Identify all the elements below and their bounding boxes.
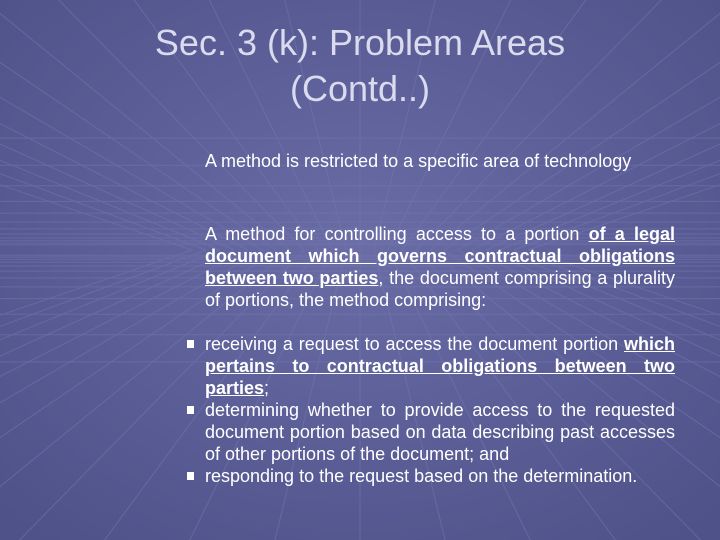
method-underlined-text: of a legal document which governs contractual obligations between two parties xyxy=(205,224,675,288)
title-line-1: Sec. 3 (k): Problem Areas xyxy=(154,22,566,63)
method-text-2: , the document comprising a plurality of portions, the method comprising: xyxy=(205,268,675,310)
step-3-text: responding to the request based on the determination. xyxy=(205,466,638,486)
step-1-underlined-text: which pertains to contractual obligations between two parties xyxy=(205,334,675,398)
paragraph-method xyxy=(205,223,675,311)
list-item xyxy=(205,399,675,465)
bullet-square-icon xyxy=(187,472,194,480)
method-text-1: A method for controlling access to a portion xyxy=(205,224,589,244)
method-steps-list xyxy=(205,333,675,487)
bullet-square-icon xyxy=(187,406,194,414)
step-1-text-2: ; xyxy=(264,378,270,398)
step-1-text-1: receiving a request to access the document portion xyxy=(205,334,624,354)
step-2-text: determining whether to provide access to the requested document portion based on data describing past accesses of other portions of the document; and xyxy=(205,400,675,464)
list-item xyxy=(205,333,675,399)
title-line-2: (Contd..) xyxy=(289,68,431,109)
paragraph-restriction: A method is restricted to a specific area of technology xyxy=(205,151,632,171)
list-item xyxy=(205,465,675,487)
slide-title xyxy=(60,20,660,112)
bullet-square-icon xyxy=(187,340,194,348)
